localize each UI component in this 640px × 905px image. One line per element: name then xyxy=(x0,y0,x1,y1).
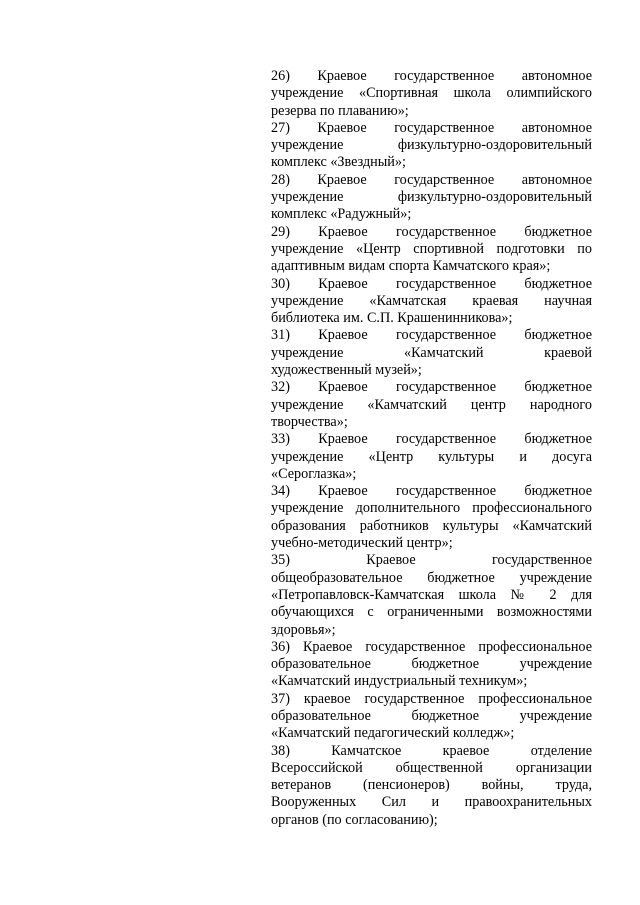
list-item-line: 27) Краевое государственное автономное xyxy=(271,119,592,136)
list-item-line: 32) Краевое государственное бюджетное xyxy=(271,379,592,396)
list-item-line: здоровья»; xyxy=(271,621,336,638)
list-item-line: учреждение «Центр спортивной подготовки по xyxy=(271,240,592,257)
list-item xyxy=(271,120,592,172)
list-item-line: образовательное бюджетное учреждение xyxy=(271,707,592,724)
list-item-line: 26) Краевое государственное автономное xyxy=(271,68,592,84)
list-item-line: 30) Краевое государственное бюджетное xyxy=(271,275,592,292)
list-item-line: общеобразовательное бюджетное учреждение xyxy=(271,569,592,586)
list-item xyxy=(271,172,592,224)
list-item-line: библиотека им. С.П. Крашенинникова»; xyxy=(271,310,513,327)
list-item-line: Вооруженных Сил и правоохранительных xyxy=(271,794,592,811)
list-item-line: 38) Камчатское краевое отделение xyxy=(271,742,592,759)
list-item-line: творчества»; xyxy=(271,413,348,430)
list-item-line: художественный музей»; xyxy=(271,362,422,379)
list-item-line: 29) Краевое государственное бюджетное xyxy=(271,223,592,240)
list-item-line: образовательное бюджетное учреждение xyxy=(271,656,592,673)
list-item-line: учебно-методический центр»; xyxy=(271,535,453,552)
list-item-line: учреждение «Камчатская краевая научная xyxy=(271,292,592,309)
list-item-line: учреждение «Центр культуры и досуга xyxy=(271,448,592,465)
list-item-line: «Камчатский индустриальный техникум»; xyxy=(271,673,528,690)
list-item xyxy=(271,483,592,552)
list-item-line: учреждение «Камчатский краевой xyxy=(271,344,592,361)
list-item xyxy=(271,379,592,431)
list-item-line: комплекс «Радужный»; xyxy=(271,206,412,223)
list-item-line: 35) Краевое государственное xyxy=(271,552,592,569)
list-item-line: 36) Краевое государственное профессиональное xyxy=(271,638,592,655)
list-item-line: резерва по плаванию»; xyxy=(271,102,409,119)
list-item-line: учреждение физкультурно-оздоровительный xyxy=(271,137,592,154)
list-item-line: комплекс «Звездный»; xyxy=(271,154,406,171)
list-item xyxy=(271,327,592,379)
list-item-line: адаптивным видам спорта Камчатского края»; xyxy=(271,258,551,275)
list-item xyxy=(271,431,592,483)
list-item xyxy=(271,743,592,829)
list-item-line: учреждение физкультурно-оздоровительный xyxy=(271,189,592,206)
list-item xyxy=(271,224,592,276)
list-item xyxy=(271,691,592,743)
list-item-line: Всероссийской общественной организации xyxy=(271,759,592,776)
list-item-line: учреждение «Камчатский центр народного xyxy=(271,396,592,413)
list-item xyxy=(271,639,592,691)
list-item xyxy=(271,68,592,120)
document-text-column xyxy=(271,68,592,829)
list-item-line: образования работников культуры «Камчатский xyxy=(271,517,592,534)
list-item-line: ветеранов (пенсионеров) войны, труда, xyxy=(271,777,592,794)
list-item-line: «Петропавловск-Камчатская школа № 2 для xyxy=(271,586,592,603)
list-item-line: 28) Краевое государственное автономное xyxy=(271,171,592,188)
list-item-line: «Сероглазка»; xyxy=(271,465,357,482)
list-item-line: 34) Краевое государственное бюджетное xyxy=(271,483,592,500)
list-item xyxy=(271,552,592,638)
list-item-line: 37) краевое государственное профессиональное xyxy=(271,690,592,707)
list-item-line: учреждение «Спортивная школа олимпийского xyxy=(271,85,592,102)
list-item xyxy=(271,276,592,328)
list-item-line: обучающихся с ограниченными возможностями xyxy=(271,604,592,621)
list-item-line: 33) Краевое государственное бюджетное xyxy=(271,431,592,448)
list-item-line: учреждение дополнительного профессионального xyxy=(271,500,592,517)
list-item-line: «Камчатский педагогический колледж»; xyxy=(271,725,515,742)
list-item-line: органов (по согласованию); xyxy=(271,811,438,828)
list-item-line: 31) Краевое государственное бюджетное xyxy=(271,327,592,344)
